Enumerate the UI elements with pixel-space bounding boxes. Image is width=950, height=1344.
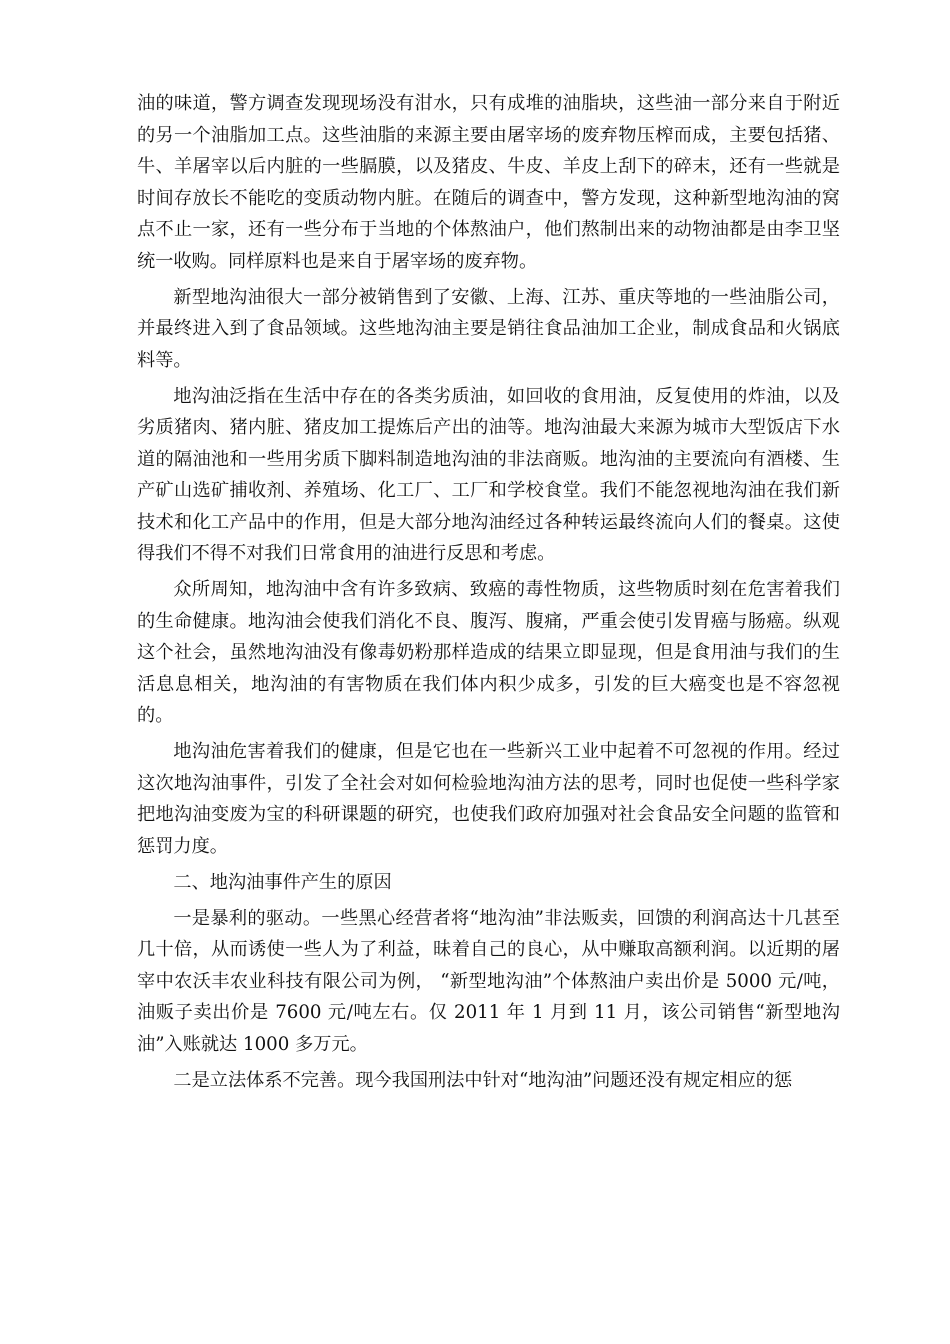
paragraph-profit: 一是暴利的驱动。一些黑心经营者将“地沟油”非法贩卖，回馈的利润高达十几甚至几十倍，从而诱使一些人为了利益，昧着自己的良心，从中赚取高额利润。以近期的屠宰中农沃丰农业科技有限公司为例， “新型地沟油”个体熬油户卖出价是 5000 元/吨，油贩子卖出价是 7600 元/吨左右。仅 2011 年 1 月到 11 月，该公司销售“新型地沟油”入账就达 1000 多万元。 — [137, 907, 840, 1055]
paragraph-health-harm: 众所周知，地沟油中含有许多致病、致癌的毒性物质，这些物质时刻在危害着我们的生命健康。地沟油会使我们消化不良、腹泻、腹痛，严重会使引发胃癌与肠癌。纵观这个社会，虽然地沟油没有像毒奶粉那样造成的结果立即显现，但是食用油与我们的生活息息相关，地沟油的有害物质在我们体内积少成多，引发的巨大癌变也是不容忽视的。 — [137, 579, 840, 726]
paragraph-industrial-use: 地沟油危害着我们的健康，但是它也在一些新兴工业中起着不可忽视的作用。经过这次地沟油事件，引发了全社会对如何检验地沟油方法的思考，同时也促使一些科学家把地沟油变废为宝的科研课题的研究，也使我们政府加强对社会食品安全问题的监管和惩罚力度。 — [137, 741, 840, 857]
paragraph-legislation: 二是立法体系不完善。现今我国刑法中针对“地沟油”问题还没有规定相应的惩 — [173, 1069, 793, 1091]
section-heading-causes: 二、地沟油事件产生的原因 — [173, 871, 392, 893]
document-page — [137, 88, 840, 1101]
paragraph-sales: 新型地沟油很大一部分被销售到了安徽、上海、江苏、重庆等地的一些油脂公司，并最终进入到了食品领域。这些地沟油主要是销往食品油加工企业，制成食品和火锅底料等。 — [137, 286, 840, 371]
paragraph-continued: 油的味道，警方调查发现现场没有泔水，只有成堆的油脂块，这些油一部分来自于附近的另一个油脂加工点。这些油脂的来源主要由屠宰场的废弃物压榨而成，主要包括猪、牛、羊屠宰以后内脏的一些膈膜，以及猪皮、牛皮、羊皮上刮下的碎末，还有一些就是时间存放长不能吃的变质动物内脏。在随后的调查中，警方发现，这种新型地沟油的窝点不止一家，还有一些分布于当地的个体熬油户，他们熬制出来的动物油都是由李卫坚统一收购。同样原料也是来自于屠宰场的废弃物。 — [137, 93, 840, 272]
paragraph-definition: 地沟油泛指在生活中存在的各类劣质油，如回收的食用油，反复使用的炸油，以及劣质猪肉、猪内脏、猪皮加工提炼后产出的油等。地沟油最大来源为城市大型饭店下水道的隔油池和一些用劣质下脚料制造地沟油的非法商贩。地沟油的主要流向有酒楼、生产矿山选矿捕收剂、养殖场、化工厂、工厂和学校食堂。我们不能忽视地沟油在我们新技术和化工产品中的作用，但是大部分地沟油经过各种转运最终流向人们的餐桌。这使得我们不得不对我们日常食用的油进行反思和考虑。 — [137, 385, 840, 564]
